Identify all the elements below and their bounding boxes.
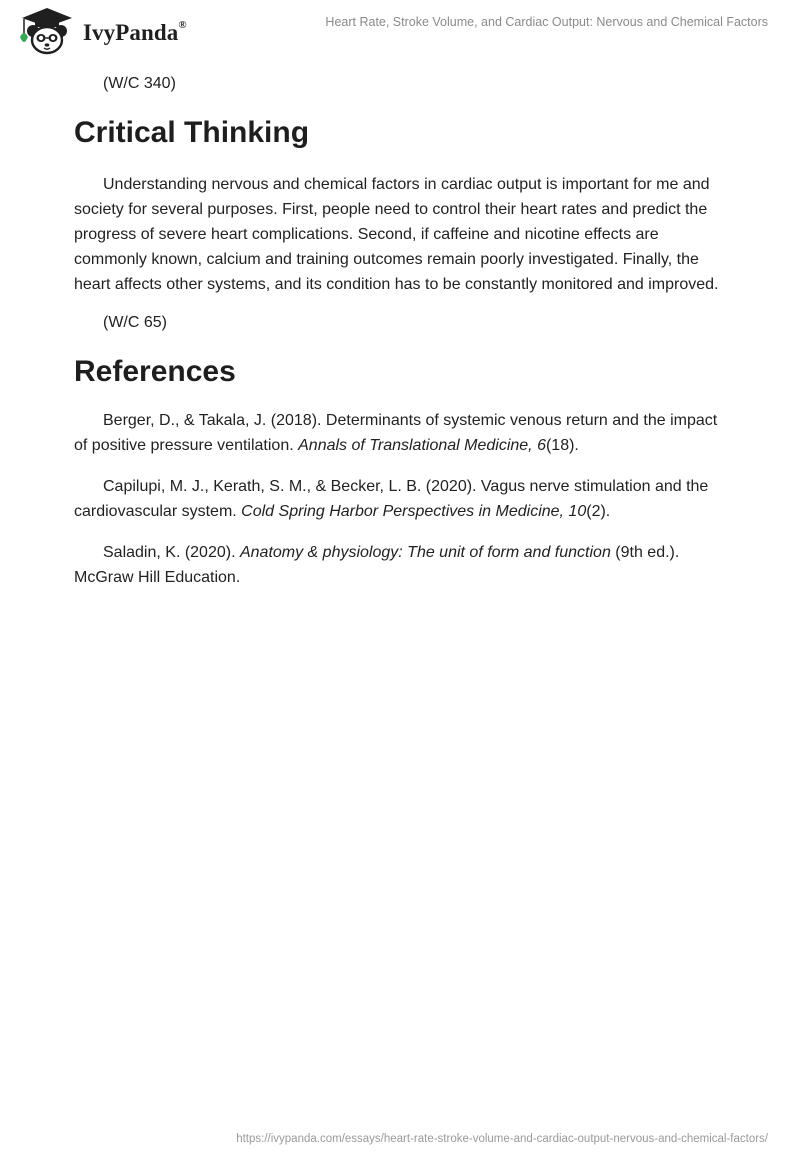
reference-journal: Cold Spring Harbor Perspectives in Medicine, 10 [241,503,587,520]
source-url-link[interactable]: https://ivypanda.com/essays/heart-rate-stroke-volume-and-cardiac-output-nervous-and-chemical-factors/ [236,1133,768,1145]
word-count-2: (W/C 65) [103,314,167,331]
references-heading: References [74,355,236,388]
ivypanda-logo[interactable] [16,7,187,55]
panda-mascot-icon [16,7,78,55]
page-header [0,0,800,60]
brand-name: IvyPanda® [83,19,187,45]
document-body [74,74,734,606]
reference-item: Capilupi, M. J., Kerath, S. M., & Becker, L. B. (2020). Vagus nerve stimulation and the cardiovascular system. Cold Spring Harbor Perspectives in Medicine, 10(2). [74,478,709,520]
registered-mark: ® [178,19,187,32]
reference-book-title: Anatomy & physiology: The unit of form and function [239,544,611,561]
reference-journal: Annals of Translational Medicine, 6 [298,437,546,454]
reference-item: Saladin, K. (2020). Anatomy & physiology: The unit of form and function (9th ed.). McGraw Hill Education. [74,544,680,586]
running-title: Heart Rate, Stroke Volume, and Cardiac Output: Nervous and Chemical Factors [325,15,768,29]
critical-thinking-paragraph: Understanding nervous and chemical factors in cardiac output is important for me and society for several purposes. First, people need to control their heart rates and predict the progress of severe heart complications. Second, if caffeine and nicotine effects are commonly known, calcium and training outcomes remain poorly investigated. Finally, the heart affects other systems, and its condition has to be constantly monitored and improved. [74,176,719,293]
reference-item: Berger, D., & Takala, J. (2018). Determinants of systemic venous return and the impact of positive pressure ventilation. Annals of Translational Medicine, 6(18). [74,412,718,454]
critical-thinking-heading: Critical Thinking [74,116,310,149]
word-count-1: (W/C 340) [103,75,176,92]
